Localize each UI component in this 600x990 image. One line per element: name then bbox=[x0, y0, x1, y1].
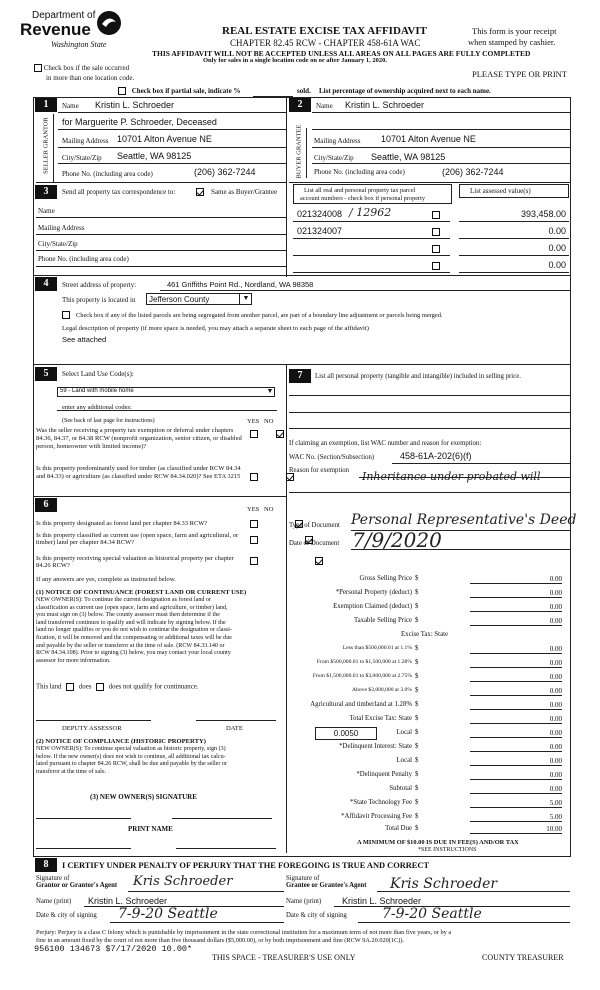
tax-minimum: A MINIMUM OF $10.00 IS DUE IN FEE(S) AND/OR TAX bbox=[357, 839, 519, 846]
s7-personal-line-1 bbox=[289, 395, 571, 396]
tax-label: *Personal Property (deduct) bbox=[335, 589, 412, 596]
multi-location-label-2: in more than one location code. bbox=[46, 74, 135, 82]
s7-personal-line-2 bbox=[289, 412, 571, 413]
tax-dollar: $ bbox=[415, 687, 419, 694]
parcel-line-1a bbox=[293, 221, 450, 222]
s8-grantor-sig-label-1: Signature of bbox=[36, 875, 70, 882]
s7-doc-date-label: Date of Document bbox=[289, 540, 340, 547]
s6-deputy: DEPUTY ASSESSOR bbox=[62, 725, 122, 732]
s6-print-name: PRINT NAME bbox=[128, 825, 173, 833]
tax-see-instructions: *SEE INSTRUCTIONS bbox=[418, 847, 477, 853]
s6-n1-line: land no longer qualifies or you do not wish to continue the designation or classi- bbox=[36, 627, 232, 634]
s2-phone-line bbox=[289, 182, 571, 183]
same-as-buyer-checkbox[interactable] bbox=[196, 188, 204, 196]
s2-city-label: City/State/Zip bbox=[314, 154, 354, 162]
land-use-dropdown-arrow-icon[interactable]: ▼ bbox=[266, 387, 274, 395]
s6-if-yes: If any answers are yes, complete as instructed below. bbox=[36, 576, 176, 583]
s1-phone-label: Phone No. (including area code) bbox=[62, 170, 153, 178]
tax-dollar: $ bbox=[415, 589, 419, 596]
local-rate-box[interactable]: 0.0050 bbox=[315, 727, 377, 740]
tax-value[interactable]: 5.00 bbox=[470, 799, 562, 808]
tax-value[interactable]: 0.00 bbox=[470, 757, 562, 766]
parcel-line-4b bbox=[459, 272, 569, 273]
s8-grantee-name-label: Name (print) bbox=[286, 898, 322, 905]
tax-dollar: $ bbox=[415, 743, 419, 750]
s3-same-as-label: Same as Buyer/Grantee bbox=[211, 188, 278, 196]
tax-label: Above $3,000,000 at 3.0% bbox=[352, 687, 412, 693]
s7-wac-line bbox=[392, 463, 571, 464]
tax-table bbox=[290, 575, 570, 845]
assessed-value[interactable]: 0.00 bbox=[548, 243, 566, 253]
s2-phone-label: Phone No. (including area code) bbox=[314, 168, 405, 176]
tax-label: *Affidavit Processing Fee bbox=[341, 813, 412, 820]
s6-does: does bbox=[78, 683, 92, 691]
middle-divider bbox=[286, 97, 287, 277]
s6-n2-line: below. If the new owner(s) does not wish to continue, all additional tax calcu- bbox=[36, 753, 226, 760]
s3-mailing-line bbox=[36, 234, 286, 235]
county-select[interactable] bbox=[146, 293, 252, 305]
tax-label: From $1,500,000.01 to $3,000,000 at 2.75% bbox=[312, 673, 412, 679]
tax-value[interactable]: 0.00 bbox=[470, 785, 562, 794]
grantee-date-city[interactable]: 7-9-20 Seattle bbox=[382, 906, 482, 922]
s5-no: NO bbox=[264, 418, 274, 425]
seller-side-label bbox=[36, 114, 54, 182]
tax-dollar: $ bbox=[415, 659, 419, 666]
s6-q3-no-checkbox[interactable] bbox=[315, 557, 323, 565]
s8-grantee-date-label: Date & city of signing bbox=[286, 912, 347, 919]
s7-doc-date-line bbox=[351, 549, 571, 550]
personal-property-checkbox[interactable] bbox=[432, 262, 440, 270]
s1-name2-value[interactable]: for Marguerite P. Schroeder, Deceased bbox=[62, 117, 217, 127]
parcel-number[interactable]: 021324008 bbox=[297, 209, 343, 219]
s2-name-value[interactable]: Kristin L. Schroeder bbox=[345, 100, 425, 110]
s6-n2-line: lated pursuant to chapter 84.26 RCW, shall be due and payable by the seller or bbox=[36, 761, 227, 768]
county-treasurer: COUNTY TREASURER bbox=[482, 953, 564, 962]
tax-value[interactable]: 0.00 bbox=[470, 645, 562, 654]
section-1-number: 1 bbox=[35, 98, 57, 112]
lower-divider bbox=[286, 364, 287, 853]
county-select-value: Jefferson County bbox=[149, 295, 210, 304]
tax-value[interactable]: 0.00 bbox=[470, 715, 562, 724]
s7-reason-line-1 bbox=[359, 477, 571, 478]
s6-does-not: does not qualify for continuance. bbox=[108, 683, 199, 691]
s6-q3: Is this property receiving special valuation as historical property per chapter 84.26 RCW? bbox=[36, 555, 234, 569]
parcel-header-2: account numbers - check box if personal property bbox=[300, 195, 426, 202]
tax-label: Total Due bbox=[385, 825, 412, 832]
s1-city-value[interactable]: Seattle, WA 98125 bbox=[117, 151, 192, 161]
s6-n2-line: NEW OWNER(S): To continue special valuation as historic property, sign (3) bbox=[36, 746, 226, 752]
s7-reason-label: Reason for exemption bbox=[289, 467, 350, 474]
tax-value[interactable]: 0.00 bbox=[470, 687, 562, 696]
s2-name2-line bbox=[312, 129, 571, 130]
tax-dollar: $ bbox=[415, 799, 419, 806]
grantor-sig-line bbox=[128, 891, 284, 892]
s6-n1-line: fication, it will be removed and the compensating or additional taxes will be due bbox=[36, 634, 232, 641]
s8-grantor-sig-label-2: Grantor or Grantor's Agent bbox=[36, 882, 118, 889]
partial-sale-sold: sold. bbox=[297, 87, 311, 95]
s2-mailing-label: Mailing Address bbox=[314, 137, 361, 145]
s5-q2: Is this property predominantly used for timber (as classified under RCW 84.34 and 84.33) or agriculture (as classified under RCW 84.34.020)? See ETA 3215 bbox=[36, 465, 241, 480]
s6-n3-title: (3) NEW OWNER(S) SIGNATURE bbox=[90, 793, 197, 801]
tax-value[interactable]: 0.00 bbox=[470, 771, 562, 780]
tax-dollar: $ bbox=[415, 701, 419, 708]
s3-city-line bbox=[36, 250, 286, 251]
tax-dollar: $ bbox=[415, 813, 419, 820]
tax-label: Agricultural and timberland at 1.28% bbox=[310, 701, 412, 708]
s2-name-label: Name bbox=[316, 102, 333, 110]
s1-city-line bbox=[58, 163, 286, 164]
s4-street-line bbox=[160, 290, 571, 291]
s8-grantor-name-label: Name (print) bbox=[36, 898, 72, 905]
logo-state: Washington State bbox=[51, 40, 107, 49]
tax-dollar: $ bbox=[415, 825, 419, 832]
logo-dept: Department of bbox=[32, 10, 96, 21]
tax-value[interactable]: 0.00 bbox=[470, 743, 562, 752]
grantor-date-line bbox=[110, 922, 284, 923]
s6-top-line bbox=[33, 496, 286, 497]
s4-legal-label: Legal description of property (if more space is needed, you may attach a separate sheet to each page of the affidavit) bbox=[62, 325, 369, 332]
land-use-select[interactable] bbox=[57, 387, 275, 397]
s6-n1-line: land transferred continues to qualify and will indicate by signing below. If the bbox=[36, 619, 226, 626]
multi-location-label-1: Check box if the sale occurred bbox=[43, 64, 130, 72]
personal-property-checkbox[interactable] bbox=[432, 245, 440, 253]
s1-city-label: City/State/Zip bbox=[62, 154, 102, 162]
parcel-line-3b bbox=[459, 255, 569, 256]
s6-continuance bbox=[36, 683, 198, 691]
assessed-header-box bbox=[459, 184, 569, 198]
grantor-name[interactable]: Kristin L. Schroeder bbox=[88, 896, 168, 906]
treasurer-stamp: 956100 134673 $7/17/2020 10.00* bbox=[34, 944, 196, 954]
s6-n1-line: assessor for more information. bbox=[36, 657, 111, 664]
parcel-line-3a bbox=[293, 255, 450, 256]
tax-value[interactable]: 0.00 bbox=[470, 617, 562, 626]
seller-side-text: SELLER GRANTOR bbox=[42, 117, 50, 174]
multi-location bbox=[34, 64, 129, 72]
logo bbox=[16, 8, 126, 54]
assessed-value[interactable]: 393,458.00 bbox=[520, 209, 566, 219]
tax-dollar: $ bbox=[415, 729, 419, 736]
tax-value[interactable]: 0.00 bbox=[470, 589, 562, 598]
s5-additional: enter any additional codes: bbox=[62, 404, 132, 411]
tax-dollar: $ bbox=[415, 785, 419, 792]
land-does-checkbox[interactable] bbox=[66, 683, 74, 691]
s1-name-value[interactable]: Kristin L. Schroeder bbox=[95, 100, 175, 110]
s1-name-line bbox=[58, 112, 286, 113]
s6-q2-yes-checkbox[interactable] bbox=[250, 536, 258, 544]
assessed-value[interactable]: 0.00 bbox=[548, 260, 566, 270]
s2-phone-value[interactable]: (206) 362-7244 bbox=[442, 167, 504, 177]
s8-perjury-line-1: Perjury: Perjury is a class C felony which is punishable by imprisonment in the state correctional institution for a maximum term of not more than five years, or by a bbox=[36, 929, 452, 936]
s1-name2-line bbox=[58, 129, 286, 130]
assessed-header: List assessed value(s) bbox=[470, 187, 531, 195]
parcel-header-box bbox=[293, 184, 452, 204]
personal-property-checkbox[interactable] bbox=[432, 228, 440, 236]
tax-dollar: $ bbox=[415, 715, 419, 722]
form-only-for: Only for sales in a single location code on or after January 1, 2020. bbox=[203, 57, 387, 64]
tax-dollar: $ bbox=[415, 617, 419, 624]
tax-label: Subtotal bbox=[389, 785, 412, 792]
s5-q1-yes-checkbox[interactable] bbox=[250, 430, 258, 438]
tax-value[interactable]: 0.00 bbox=[470, 673, 562, 682]
s8-grantee-sig-label-2: Grantee or Grantee's Agent bbox=[286, 882, 367, 889]
s6-this-land: This land bbox=[36, 683, 62, 691]
s6-no: NO bbox=[264, 506, 274, 513]
personal-property-checkbox[interactable] bbox=[432, 211, 440, 219]
s1-name-label: Name bbox=[62, 102, 79, 110]
tax-value[interactable]: 0.00 bbox=[470, 575, 562, 584]
deputy-date-line bbox=[196, 720, 276, 721]
tax-label: *State Technology Fee bbox=[349, 799, 412, 806]
s7-exemption-label: If claiming an exemption, list WAC number and reason for exemption: bbox=[289, 440, 482, 447]
tax-dollar: $ bbox=[415, 771, 419, 778]
s4-street-label: Street address of property: bbox=[62, 281, 137, 289]
section-7-number: 7 bbox=[289, 369, 311, 383]
tax-label: Exemption Claimed (deduct) bbox=[333, 603, 412, 610]
owner-sig-line-1 bbox=[36, 818, 131, 819]
parcel-note: / 12962 bbox=[349, 206, 392, 219]
tax-label: Excise Tax: State bbox=[401, 631, 448, 638]
s7-wac-value[interactable]: 458-61A-202(6)(f) bbox=[400, 451, 472, 461]
s7-doc-type-value[interactable]: Personal Representative's Deed bbox=[351, 512, 577, 528]
tax-value[interactable]: 0.00 bbox=[470, 603, 562, 612]
parcel-header-1: List all real and personal property tax parcel bbox=[304, 187, 416, 194]
section-4-number: 4 bbox=[35, 277, 57, 291]
tax-dollar: $ bbox=[415, 645, 419, 652]
land-use-value: 59 - Land with mobile home bbox=[60, 388, 134, 394]
s3-bottom-line bbox=[33, 275, 571, 276]
grantor-signature[interactable]: Kris Schroeder bbox=[133, 874, 233, 889]
grantor-date-city[interactable]: 7-9-20 Seattle bbox=[118, 906, 218, 922]
s8-grantor-sig-label bbox=[36, 875, 117, 889]
grantee-name[interactable]: Kristin L. Schroeder bbox=[342, 896, 422, 906]
s6-q3-yes-checkbox[interactable] bbox=[250, 557, 258, 565]
s8-perjury bbox=[36, 929, 451, 944]
s6-n1-line: RCW 84.34.108). Prior to signing (3) below, you may contact your local county bbox=[36, 650, 231, 657]
receipt-note-2: when stamped by cashier. bbox=[468, 37, 556, 47]
print-name-line-1 bbox=[36, 848, 131, 849]
s5-additional-line bbox=[57, 410, 277, 411]
logo-revenue: Revenue bbox=[20, 20, 91, 39]
grantee-sig-line bbox=[377, 891, 570, 892]
s7-reason-value[interactable]: Inheritance under probated will bbox=[362, 470, 541, 483]
s6-q1: Is this property designated as forest land per chapter 84.33 RCW? bbox=[36, 520, 208, 527]
s2-mailing-value[interactable]: 10701 Alton Avenue NE bbox=[381, 134, 476, 144]
partial-sale-checkbox[interactable] bbox=[118, 87, 126, 95]
s6-yes: YES bbox=[247, 506, 260, 513]
s3-mailing-label: Mailing Address bbox=[38, 224, 85, 232]
s1-mailing-value[interactable]: 10701 Alton Avenue NE bbox=[117, 134, 212, 144]
s7-personal-label: List all personal property (tangible and intangible) included in selling price. bbox=[315, 373, 521, 380]
s2-mailing-line bbox=[312, 147, 571, 148]
s7-wac-label: WAC No. (Section/Subsection) bbox=[289, 454, 375, 461]
owner-sig-line-2 bbox=[172, 818, 272, 819]
s1-mailing-label: Mailing Address bbox=[62, 137, 109, 145]
tax-label: Total Excise Tax: State bbox=[349, 715, 412, 722]
s6-n2-title: (2) NOTICE OF COMPLIANCE (HISTORIC PROPERTY) bbox=[36, 738, 206, 745]
form-title: REAL ESTATE EXCISE TAX AFFIDAVIT bbox=[222, 25, 427, 37]
tax-dollar: $ bbox=[415, 575, 419, 582]
tax-label: From $500,000.01 to $1,500,000 at 1.28% bbox=[316, 659, 412, 665]
segregated-checkbox[interactable] bbox=[62, 311, 70, 319]
s8-grantee-sig-label bbox=[286, 875, 366, 889]
s3-city-label: City/State/Zip bbox=[38, 240, 78, 248]
s5-land-use-label: Select Land Use Code(s): bbox=[62, 370, 134, 378]
assessed-value[interactable]: 0.00 bbox=[548, 226, 566, 236]
s6-n2-text bbox=[36, 746, 227, 776]
tax-label: Less than $500,000.01 at 1.1% bbox=[342, 645, 412, 651]
list-percentage: List percentage of ownership acquired next to each name. bbox=[319, 87, 491, 95]
s6-n1-line: classification as current use (open space, farm and agriculture, or timber) land, bbox=[36, 604, 228, 611]
s4-segregated-label: Check box if any of the listed parcels are being segregated from another parcel, are part of a boundary line adjustment or parcels being merged. bbox=[76, 312, 443, 319]
parcel-row bbox=[293, 206, 571, 222]
tax-label: Gross Selling Price bbox=[359, 575, 412, 582]
multi-location-checkbox[interactable] bbox=[34, 64, 42, 72]
treasurer-space: THIS SPACE - TREASURER'S USE ONLY bbox=[212, 953, 356, 962]
revenue-swirl-icon bbox=[96, 10, 122, 36]
tax-value[interactable]: 0.00 bbox=[470, 701, 562, 710]
deputy-line bbox=[36, 720, 151, 721]
receipt-note-1: This form is your receipt bbox=[472, 26, 557, 36]
partial-sale-label: Check box if partial sale, indicate % bbox=[131, 87, 241, 95]
section-5-number: 5 bbox=[35, 367, 57, 381]
s4-street-value[interactable]: 461 Griffiths Point Rd., Nordland, WA 98358 bbox=[167, 280, 314, 289]
tax-value[interactable]: 10.00 bbox=[470, 825, 562, 834]
tax-dollar: $ bbox=[415, 603, 419, 610]
s2-city-line bbox=[312, 163, 571, 164]
s6-n1-text bbox=[36, 597, 232, 665]
land-does-not-checkbox[interactable] bbox=[96, 683, 104, 691]
s1-mailing-line bbox=[58, 147, 286, 148]
buyer-side-label bbox=[289, 124, 307, 179]
s7-doc-date-value[interactable]: 7/9/2020 bbox=[352, 528, 442, 552]
parcel-line-2a bbox=[293, 238, 450, 239]
county-dropdown-arrow-icon[interactable]: ▼ bbox=[239, 294, 252, 304]
s3-name-label: Name bbox=[38, 207, 55, 215]
grantee-signature[interactable]: Kris Schroeder bbox=[390, 876, 498, 892]
s6-q1-yes-checkbox[interactable] bbox=[250, 520, 258, 528]
s6-n1-title: (1) NOTICE OF CONTINUANCE (FOREST LAND OR CURRENT USE) bbox=[36, 589, 247, 596]
s5-q1: Was the seller receiving a property tax exemption or deferral under chapters 84.36, 84.37, or 84.38 RCW (nonprofit organization, senior citizen, or disabled person, homeowner with limited income)? bbox=[36, 427, 242, 450]
s1-phone-line bbox=[36, 182, 286, 183]
tax-value[interactable]: 0.00 bbox=[470, 659, 562, 668]
section-3-number: 3 bbox=[35, 185, 57, 199]
s7-doc-type-label: Type of Document bbox=[289, 522, 340, 529]
s6-q2: Is this property classified as current use (open space, farm and agricultural, or timber) land per chapter 84.34 RCW? bbox=[36, 532, 239, 546]
s6-n1-line: and payable by the seller or transferor at the time of sale. (RCW 84.33.140 or bbox=[36, 642, 225, 649]
s1-phone-value[interactable]: (206) 362-7244 bbox=[194, 167, 256, 177]
partial-sale bbox=[118, 87, 240, 95]
parcel-number[interactable]: 021324007 bbox=[297, 226, 343, 236]
parcel-line-4a bbox=[293, 272, 450, 273]
s7-reason-line-2 bbox=[289, 492, 571, 493]
grantee-date-line bbox=[358, 922, 570, 923]
form-chapter: CHAPTER 82.45 RCW - CHAPTER 458-61A WAC bbox=[230, 38, 421, 48]
tax-label: Local bbox=[396, 757, 412, 764]
s8-perjury-line-2: fine in an amount fixed by the court of not more than five thousand dollars ($5,000.00), or by both imprisonment and fine (RCW 9A.20.020(1C)). bbox=[36, 936, 405, 944]
tax-label: *Delinquent Penalty bbox=[356, 771, 412, 778]
tax-dollar: $ bbox=[415, 757, 419, 764]
tax-dollar: $ bbox=[415, 673, 419, 680]
s5-q2-yes-checkbox[interactable] bbox=[250, 473, 258, 481]
s7-personal-line-3 bbox=[289, 428, 571, 429]
s2-name-line bbox=[312, 112, 571, 113]
s3-phone-label: Phone No. (including area code) bbox=[38, 255, 129, 263]
s8-certify: I CERTIFY UNDER PENALTY OF PERJURY THAT THE FOREGOING IS TRUE AND CORRECT bbox=[62, 861, 430, 870]
section-2-number: 2 bbox=[289, 98, 311, 112]
s4-legal-value[interactable]: See attached bbox=[62, 335, 107, 344]
tax-value[interactable]: 5.00 bbox=[470, 813, 562, 822]
s8-grantee-sig-label-1: Signature of bbox=[286, 875, 320, 882]
form-warning: THIS AFFIDAVIT WILL NOT BE ACCEPTED UNLESS ALL AREAS ON ALL PAGES ARE FULLY COMPLETED bbox=[152, 49, 531, 58]
s2-city-value[interactable]: Seattle, WA 98125 bbox=[371, 152, 446, 162]
tax-label: *Delinquent Interest: State bbox=[339, 743, 412, 750]
parcel-line-2b bbox=[459, 238, 569, 239]
print-name-line-2 bbox=[176, 848, 276, 849]
s3-send-label: Send all property tax correspondence to: bbox=[62, 188, 176, 196]
buyer-side-text: BUYER GRANTEE bbox=[295, 124, 303, 179]
tax-label: Taxable Selling Price bbox=[353, 617, 412, 624]
s4-located-label: This property is located in bbox=[62, 296, 136, 304]
s3-phone-line bbox=[36, 266, 286, 267]
section-6-number: 6 bbox=[35, 498, 57, 512]
s5-see-back: (See back of last page for instructions) bbox=[62, 418, 155, 424]
s8-grantor-date-label: Date & city of signing bbox=[36, 912, 97, 919]
s6-n1-line: NEW OWNER(S): To continue the current designation as forest land or bbox=[36, 597, 212, 603]
s6-n2-line: transferor at the time of sale. bbox=[36, 768, 107, 775]
tax-label: Local bbox=[396, 729, 412, 736]
s5-q2-no-checkbox[interactable] bbox=[286, 473, 294, 481]
type-or-print: PLEASE TYPE OR PRINT bbox=[472, 69, 568, 79]
s6-n1-line: you must sign on (3) below. The county assessor must then determine if the bbox=[36, 612, 220, 619]
tax-value[interactable]: 0.00 bbox=[470, 729, 562, 738]
parcel-line-1b bbox=[459, 221, 569, 222]
section-8-number: 8 bbox=[35, 858, 57, 872]
s5-yes: YES bbox=[247, 418, 260, 425]
s3-name-line bbox=[36, 217, 286, 218]
s6-date: DATE bbox=[226, 725, 243, 732]
s5-q1-no-checkbox[interactable] bbox=[276, 430, 284, 438]
s4-bottom-line bbox=[33, 364, 571, 365]
